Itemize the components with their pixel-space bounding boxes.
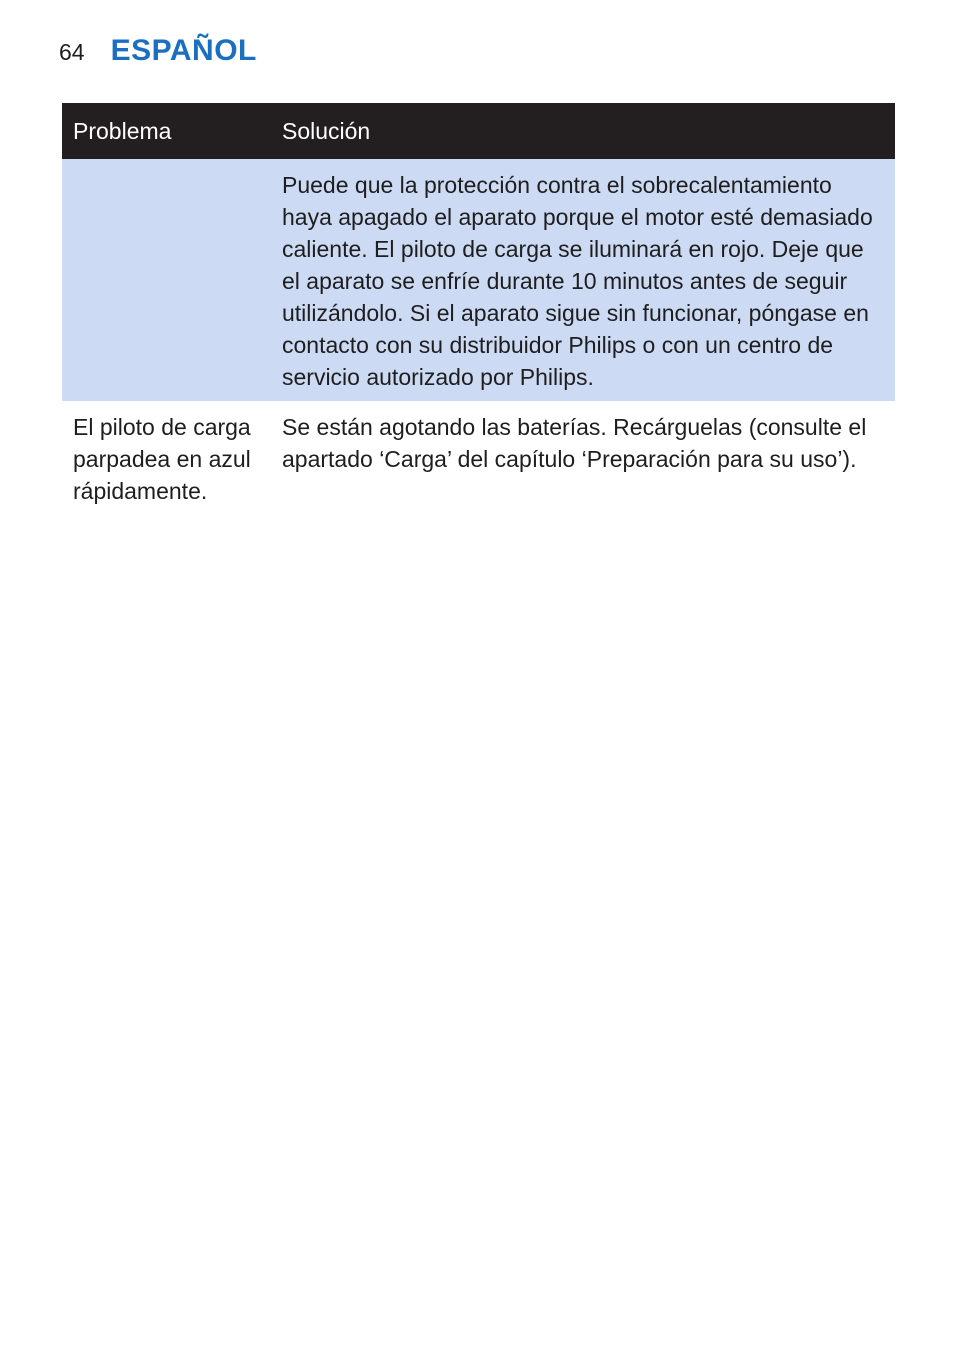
troubleshooting-table (62, 103, 895, 517)
page-header (59, 34, 257, 74)
section-title: ESPAÑOL (110, 34, 257, 67)
table-row (62, 401, 895, 517)
page-number: 64 (59, 39, 85, 65)
solution-cell: Puede que la protección contra el sobrecalentamiento haya apagado el aparato porque el motor esté demasiado caliente. El piloto de carga se iluminará en rojo. Deje que el aparato se enfríe durante 10 minutos antes de seguir utilizándolo. Si el aparato sigue sin funcionar, póngase en contacto con su distribuidor Philips o con un centro de servicio autorizado por Philips. (282, 172, 873, 390)
problem-cell: El piloto de carga parpadea en azul rápidamente. (73, 414, 251, 504)
table-header-row (62, 103, 895, 159)
table-row (62, 159, 895, 401)
solution-cell: Se están agotando las baterías. Recárguelas (consulte el apartado ‘Carga’ del capítulo ‘Preparación para su uso’). (282, 414, 867, 472)
problem-cell (62, 159, 271, 401)
column-header-solution: Solución (282, 117, 371, 144)
column-header-problem: Problema (73, 117, 172, 144)
